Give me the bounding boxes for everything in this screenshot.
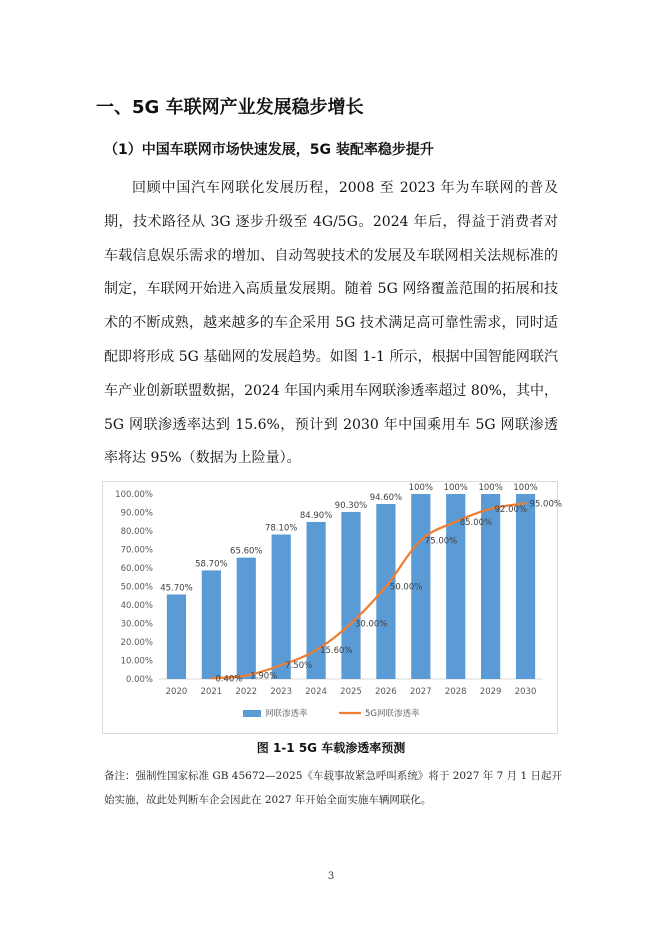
x-tick-label: 2029 — [479, 687, 502, 697]
line-data-label: 92.00% — [494, 504, 528, 515]
line-data-label: 7.50% — [285, 661, 313, 672]
bar — [516, 494, 535, 679]
line-data-label: 1.90% — [250, 671, 278, 682]
legend-swatch-bar — [243, 710, 261, 717]
y-tick-label: 10.00% — [120, 656, 153, 667]
line-data-label: 30.00% — [355, 619, 388, 630]
x-tick-label: 2028 — [444, 687, 467, 697]
bar-data-label: 100% — [408, 483, 433, 493]
page-number: 3 — [327, 871, 335, 882]
bar — [272, 535, 291, 679]
bar-data-label: 100% — [513, 483, 538, 493]
figure-caption: 图 1-1 5G 车载渗透率预测 — [256, 741, 406, 755]
x-tick-label: 2026 — [375, 687, 397, 697]
y-tick-label: 20.00% — [120, 638, 153, 648]
bar — [202, 570, 221, 679]
x-tick-label: 2023 — [270, 687, 293, 697]
section-title: 一、5G 车联网产业发展稳步增长 — [96, 97, 364, 118]
line-data-label: 50.00% — [389, 582, 423, 593]
bar-data-label: 58.70% — [195, 559, 228, 570]
y-tick-label: 40.00% — [120, 601, 153, 611]
bar-data-label: 94.60% — [369, 492, 403, 503]
x-tick-label: 2024 — [305, 687, 327, 697]
x-tick-label: 2022 — [235, 687, 258, 697]
x-tick-label: 2020 — [165, 687, 188, 697]
bar-data-label: 65.60% — [230, 546, 263, 557]
legend-label-bar: 网联渗透率 — [265, 709, 308, 719]
line-data-label: 95.00% — [529, 499, 562, 510]
subsection-title: （1）中国车联网市场快速发展，5G 装配率稳步提升 — [104, 142, 434, 158]
line-data-label: 0.40% — [215, 674, 243, 685]
y-tick-label: 70.00% — [120, 545, 153, 556]
bar-data-label: 84.90% — [299, 510, 333, 521]
bar — [237, 558, 256, 679]
legend-label-line: 5G网联渗透率 — [365, 709, 420, 719]
line-data-label: 15.60% — [320, 646, 353, 657]
y-tick-label: 80.00% — [120, 527, 153, 537]
y-tick-label: 50.00% — [120, 582, 153, 593]
y-tick-label: 30.00% — [120, 619, 153, 630]
series-line-5g — [211, 500, 528, 678]
line-data-label: 75.00% — [424, 536, 458, 547]
y-tick-label: 60.00% — [120, 564, 153, 574]
x-tick-label: 2025 — [340, 687, 362, 697]
footnote: 备注：强制性国家标准 GB 45672—2025《车载事故紧急呼叫系统》将于 2027 年 7 月 1 日起开始实施，故此处判断车企会因此在 2027 年开始全面实施车辆网联化。 — [104, 770, 563, 806]
bar-data-label: 100% — [443, 483, 468, 493]
bar-data-label: 45.70% — [160, 583, 193, 594]
bar-data-label: 100% — [478, 483, 503, 493]
body-paragraph: 回顾中国汽车网联化发展历程，2008 至 2023 年为车联网的普及期，技术路径从 3G 逐步升级至 4G/5G。2024 年后，得益于消费者对车载信息娱乐需求的增加、自动驾驶技术的发展及车联网相关法规标准的制定，车联网开始进入高质量发展期。随着 5G 网络覆盖范围的拓展和技术的不断成熟，越来越多的车企采用 5G 技术满足高可靠性需求，同时适配即将形成 5G 基础网的发展趋势。如图 1-1 所示，根据中国智能网联汽车产业创新联盟数据，2024 年国内乘用车网联渗透率超过 80%，其中，5G 网联渗透率达到 15.6%，预计到 2030 年中国乘用车 5G 网联渗透率将达 95%（数据为上险量）。 — [104, 180, 558, 467]
x-tick-label: 2027 — [409, 687, 432, 697]
x-tick-label: 2030 — [514, 687, 537, 697]
x-tick-label: 2021 — [200, 687, 223, 697]
y-tick-label: 0.00% — [125, 675, 153, 685]
y-tick-label: 100.00% — [115, 490, 153, 500]
line-data-label: 85.00% — [459, 517, 493, 528]
chart-svg — [103, 482, 562, 733]
penetration-chart — [102, 481, 562, 734]
y-tick-label: 90.00% — [120, 508, 153, 519]
bar-data-label: 90.30% — [334, 500, 368, 511]
bar — [167, 594, 186, 679]
bar-data-label: 78.10% — [264, 523, 298, 534]
